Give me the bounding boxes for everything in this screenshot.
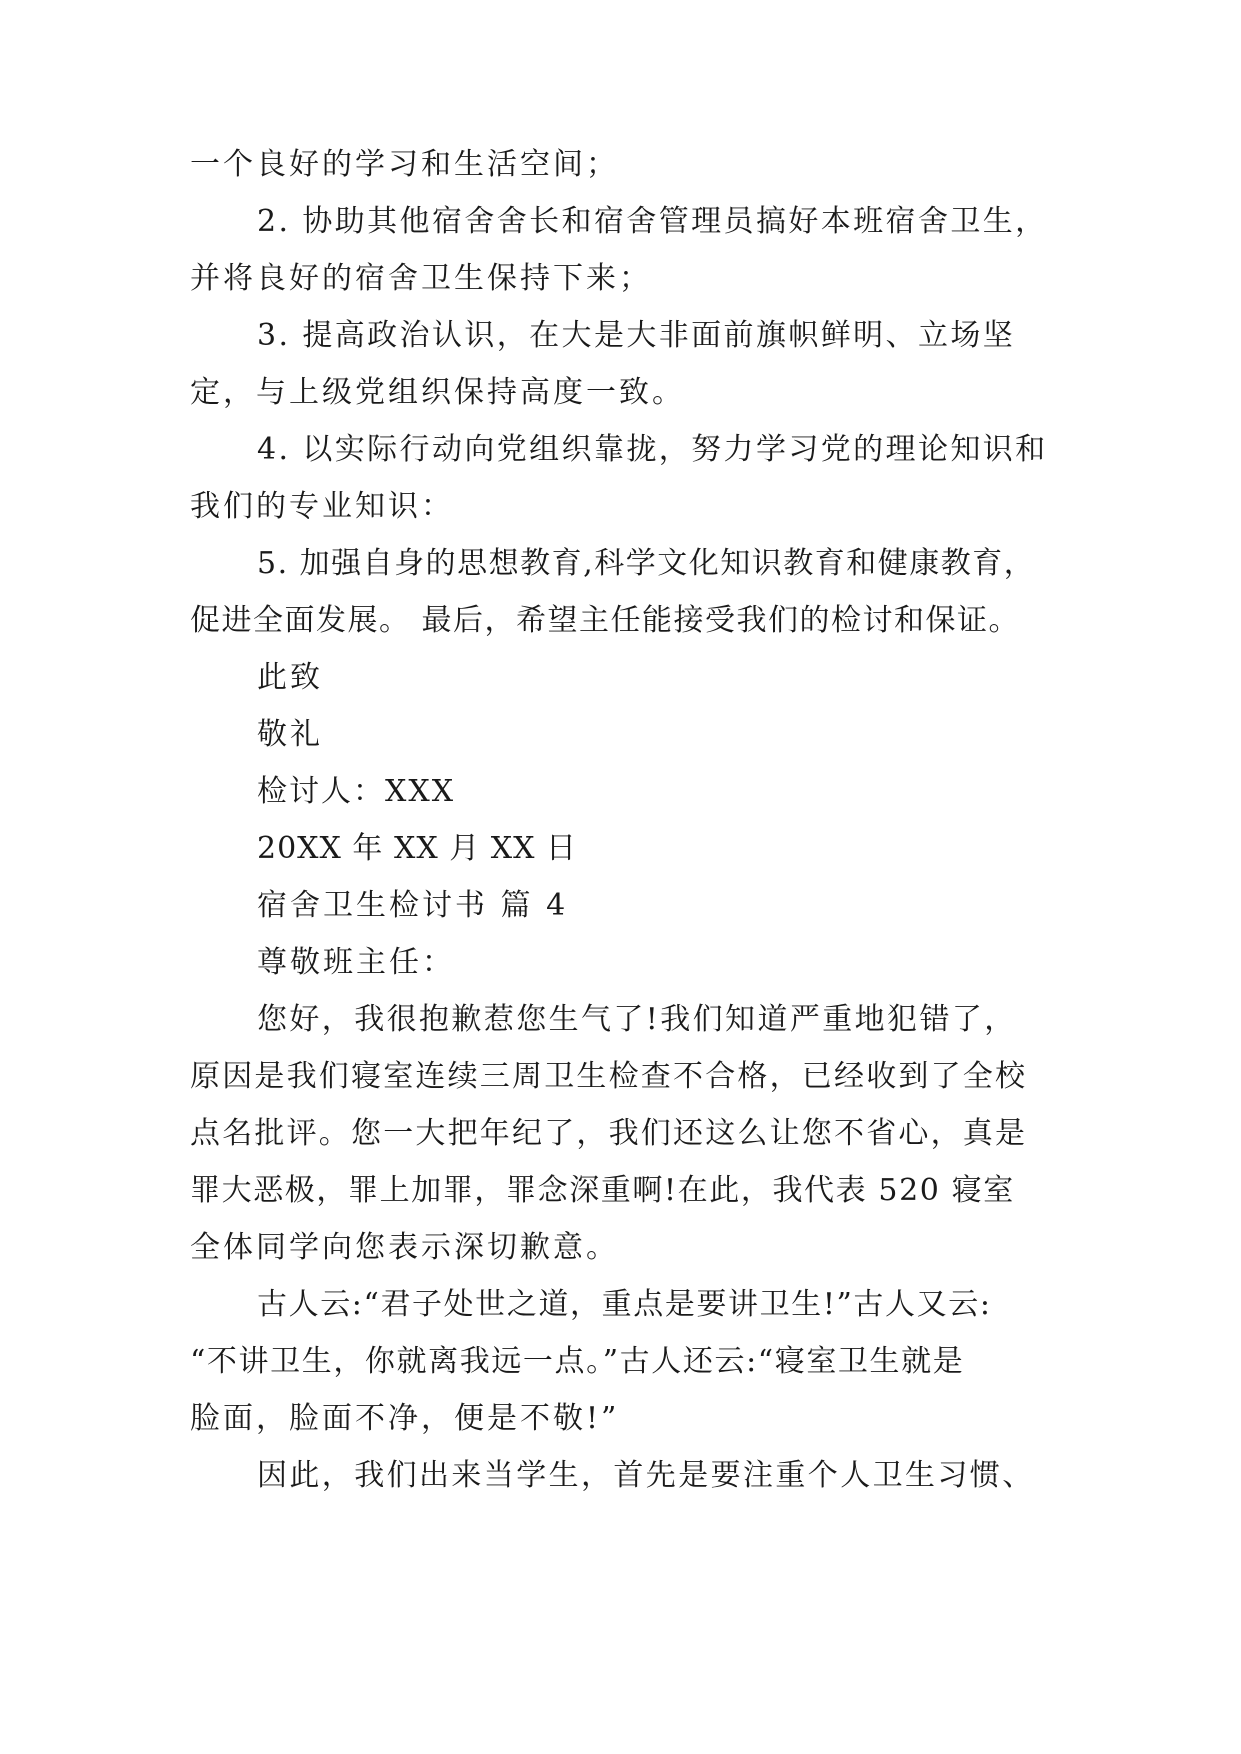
section-title: 宿舍卫生检讨书 篇 4 xyxy=(257,888,569,923)
text-line: 5. 加强自身的思想教育,科学文化知识教育和健康教育， xyxy=(257,546,1036,581)
signature-line: 检讨人：XXX xyxy=(257,774,456,809)
date-line: 20XX 年 XX 月 XX 日 xyxy=(257,831,577,866)
closing-salutation: 敬礼 xyxy=(257,717,323,752)
text-line: 原因是我们寝室连续三周卫生检查不合格，已经收到了全校 xyxy=(190,1059,1028,1094)
text-line: 4. 以实际行动向党组织靠拢，努力学习党的理论知识和 xyxy=(257,432,1048,467)
text-line: 古人云:“君子处世之道，重点是要讲卫生!”古人又云: xyxy=(257,1287,992,1322)
closing-salutation: 此致 xyxy=(257,660,323,695)
text-line: “不讲卫生，你就离我远一点。”古人还云:“寝室卫生就是 xyxy=(190,1344,965,1379)
text-line: 我们的专业知识： xyxy=(190,489,454,524)
text-line: 脸面，脸面不净，便是不敬!” xyxy=(190,1401,620,1436)
greeting: 尊敬班主任： xyxy=(257,945,455,980)
text-line: 点名批评。您一大把年纪了，我们还这么让您不省心，真是 xyxy=(190,1116,1028,1151)
text-line: 罪大恶极，罪上加罪，罪念深重啊!在此，我代表 520 寝室 xyxy=(190,1173,1015,1208)
text-line: 一个良好的学习和生活空间； xyxy=(190,147,619,182)
text-line: 全体同学向您表示深切歉意。 xyxy=(190,1230,619,1265)
text-line: 因此，我们出来当学生，首先是要注重个人卫生习惯、 xyxy=(257,1458,1035,1493)
text-line: 并将良好的宿舍卫生保持下来； xyxy=(190,261,652,296)
text-line: 您好，我很抱歉惹您生气了!我们知道严重地犯错了， xyxy=(257,1002,1017,1037)
text-line: 定，与上级党组织保持高度一致。 xyxy=(190,375,685,410)
text-line: 促进全面发展。 最后，希望主任能接受我们的检讨和保证。 xyxy=(190,603,1021,638)
text-line: 3. 提高政治认识，在大是大非面前旗帜鲜明、立场坚 xyxy=(257,318,1016,353)
text-line: 2. 协助其他宿舍舍长和宿舍管理员搞好本班宿舍卫生， xyxy=(257,204,1048,239)
